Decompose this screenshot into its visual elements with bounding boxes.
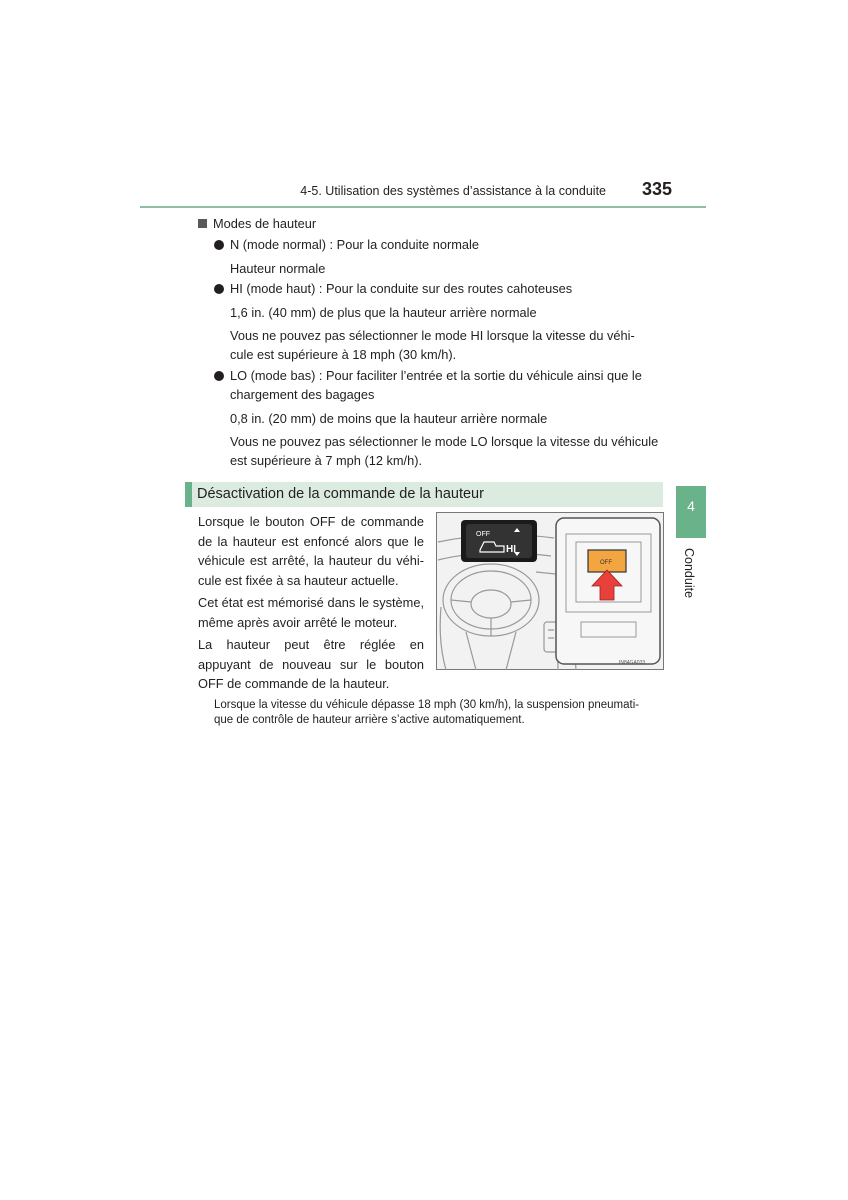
switch-hi-label: HI [506, 544, 516, 555]
paragraph-3: La hauteur peut être réglée en appuyant de nouveau sur le bouton OFF de commande de la hauteur. [198, 637, 424, 691]
dashboard-illustration [436, 512, 664, 670]
note-line-2: que de contrôle de hauteur arrière s’active automatiquement. [214, 714, 525, 726]
bullet-icon [214, 284, 224, 294]
mode-lo-item-line1: LO (mode bas) : Pour faciliter l’entrée et la sortie du véhicule ainsi que le [230, 368, 642, 383]
mode-hi-note-line1: Vous ne pouvez pas sélectionner le mode HI lorsque la vitesse du véhi- [230, 328, 635, 343]
switch-panel [466, 524, 532, 558]
header-rule [140, 206, 706, 208]
paragraph-2: Cet état est mémorisé dans le système, même après avoir arrêté le moteur. [198, 595, 424, 630]
image-code: IN84GA033 [619, 660, 646, 666]
mode-lo-note-line2: est supérieure à 7 mph (12 km/h). [230, 453, 423, 468]
modes-heading-text: Modes de hauteur [213, 216, 317, 231]
mode-lo-note-line1: Vous ne pouvez pas sélectionner le mode LO lorsque la vitesse du véhicule [230, 434, 659, 449]
mode-n-detail: Hauteur normale [230, 261, 326, 276]
mode-hi-note-line2: cule est supérieure à 18 mph (30 km/h). [230, 347, 457, 362]
chapter-number: 4 [687, 498, 695, 514]
square-bullet-icon [198, 219, 207, 228]
mode-lo-detail: 0,8 in. (20 mm) de moins que la hauteur arrière normale [230, 411, 548, 426]
modes-heading [198, 214, 316, 233]
mode-hi-detail: 1,6 in. (40 mm) de plus que la hauteur arrière normale [230, 305, 537, 320]
mode-lo-item-line2: chargement des bagages [230, 387, 375, 402]
bullet-icon [214, 240, 224, 250]
paragraph-1: Lorsque le bouton OFF de commande de la hauteur est enfoncé alors que le véhicule est arrêté, la hauteur du véhi-cule est fixée à sa hauteur actuelle. [198, 514, 424, 588]
running-header: 4-5. Utilisation des systèmes d’assistance à la conduite [300, 184, 606, 198]
switch-off-label: OFF [476, 531, 490, 538]
mode-hi-item: HI (mode haut) : Pour la conduite sur des routes cahoteuses [230, 281, 573, 296]
chapter-label-text: Conduite [682, 548, 696, 599]
off-button-label: OFF [600, 560, 612, 566]
chapter-label [672, 548, 706, 608]
mode-n-item: N (mode normal) : Pour la conduite normale [230, 237, 479, 252]
section-accent [185, 482, 192, 507]
page-number: 335 [641, 179, 672, 199]
bullet-icon [214, 371, 224, 381]
note-line-1: Lorsque la vitesse du véhicule dépasse 18 mph (30 km/h), la suspension pneumati- [214, 699, 640, 711]
section-title: Désactivation de la commande de la hauteur [197, 486, 484, 502]
